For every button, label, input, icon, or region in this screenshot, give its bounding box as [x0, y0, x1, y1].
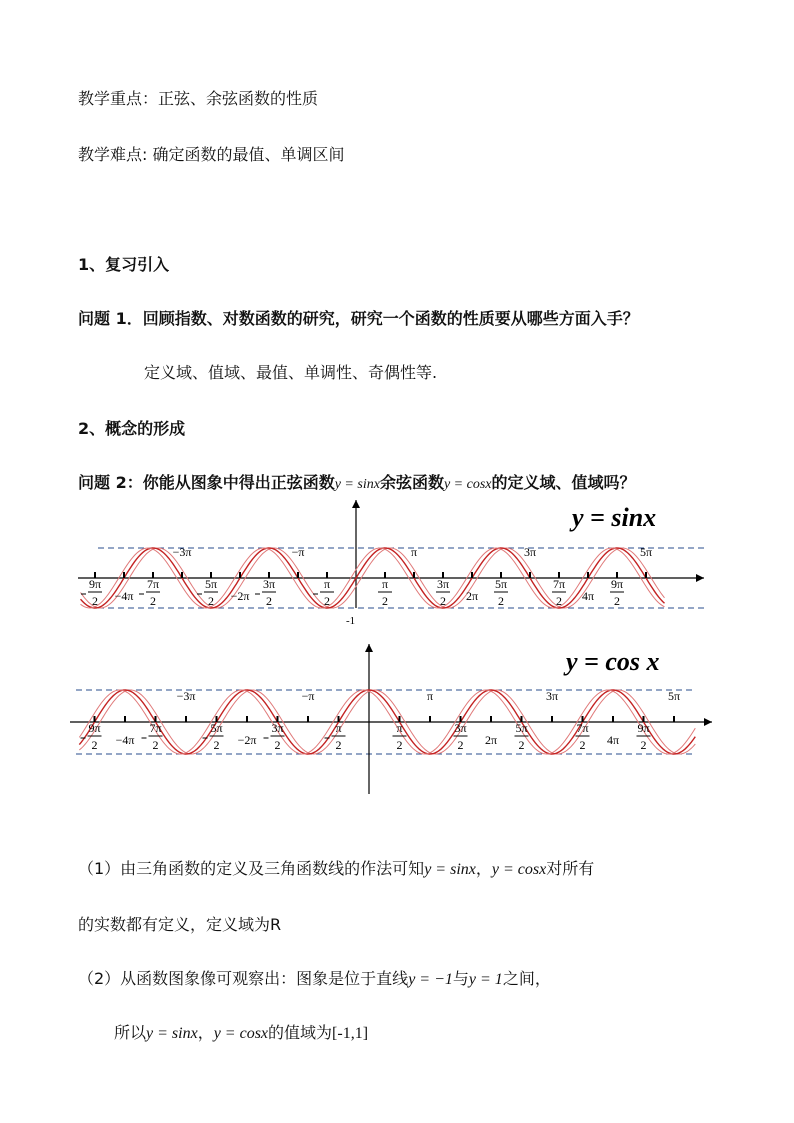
- tick-label-14: [546, 689, 558, 703]
- svg-text:2: 2: [640, 738, 647, 752]
- section-1-heading: 1、复习引入: [78, 255, 170, 274]
- svg-text:−π: −π: [301, 689, 315, 703]
- paragraph-1: [78, 856, 594, 879]
- svg-text:π: π: [323, 577, 331, 591]
- svg-text:2: 2: [396, 738, 403, 752]
- svg-text:2: 2: [556, 594, 562, 608]
- svg-text:3π: 3π: [454, 721, 467, 735]
- svg-text:π: π: [381, 577, 389, 591]
- svg-text:2: 2: [266, 594, 272, 608]
- svg-text:9π: 9π: [88, 721, 101, 735]
- svg-text:2: 2: [324, 594, 330, 608]
- p1-formula-sin: y = sinx: [424, 861, 476, 878]
- svg-text:π: π: [410, 545, 418, 559]
- p1-prefix: （1）由三角函数的定义及三角函数线的作法可知: [78, 859, 425, 878]
- p2-mid: 与: [452, 969, 469, 988]
- tick-label-17: [610, 577, 624, 608]
- tick-label-4: [203, 721, 224, 752]
- difficulty: 教学难点: 确定函数的最值、单调区间: [78, 145, 345, 164]
- tick-label-18: [640, 545, 652, 559]
- svg-text:2: 2: [213, 738, 220, 752]
- tick-label-12: [485, 733, 497, 747]
- svg-text:2: 2: [382, 594, 388, 608]
- p2-prefix: （2）从函数图象像可观察出：图象是位于直线: [78, 969, 409, 988]
- tick-label-14: [524, 545, 536, 559]
- question-1: 问题 1．回顾指数、对数函数的研究，研究一个函数的性质要从哪些方面入手？: [78, 309, 639, 328]
- q2-formula-cos: y = cosx: [443, 477, 492, 492]
- tick-label-17: [637, 721, 651, 752]
- svg-text:7π: 7π: [552, 577, 566, 591]
- tick-label-15: [576, 721, 590, 752]
- svg-text:π: π: [396, 721, 403, 735]
- tick-label-10: [411, 545, 417, 559]
- p3-sep: ，: [197, 1023, 214, 1042]
- svg-text:9π: 9π: [88, 577, 102, 591]
- svg-text:−π: −π: [291, 545, 305, 559]
- tick-label-18: [668, 689, 680, 703]
- tick-label-9: [393, 721, 407, 752]
- key-point: 教学重点：正弦、余弦函数的性质: [78, 89, 319, 108]
- tick-label-9: [378, 577, 392, 608]
- svg-text:5π: 5π: [667, 689, 681, 703]
- sin-graph: [0, 496, 794, 636]
- svg-text:5π: 5π: [210, 721, 223, 735]
- svg-text:5π: 5π: [494, 577, 508, 591]
- q2-mid: 余弦函数: [379, 473, 444, 492]
- tick-label-3: [173, 545, 192, 559]
- tick-label-12: [466, 589, 478, 603]
- svg-text:5π: 5π: [515, 721, 528, 735]
- p1-sep: ，: [475, 859, 492, 878]
- svg-text:7π: 7π: [146, 577, 160, 591]
- chart-title: y = cos x: [566, 647, 660, 676]
- svg-text:3π: 3π: [523, 545, 537, 559]
- tick-label-16: [582, 589, 594, 603]
- svg-text:2: 2: [152, 738, 159, 752]
- svg-text:2π: 2π: [465, 589, 479, 603]
- tick-label-16: [607, 733, 619, 747]
- p3-mid: 的值域为: [268, 1023, 333, 1042]
- svg-text:5π: 5π: [204, 577, 218, 591]
- svg-text:π: π: [335, 721, 342, 735]
- svg-text:2: 2: [335, 738, 342, 752]
- svg-text:2: 2: [274, 738, 281, 752]
- question-2: [78, 470, 636, 493]
- svg-text:9π: 9π: [610, 577, 624, 591]
- paragraph-2: [78, 966, 551, 989]
- svg-text:2: 2: [150, 594, 156, 608]
- svg-text:7π: 7π: [149, 721, 162, 735]
- tick-label-10: [427, 689, 433, 703]
- tick-label-7: [302, 689, 315, 703]
- svg-text:2: 2: [518, 738, 525, 752]
- y-axis-arrow: [352, 500, 360, 508]
- paragraph-3: [114, 1020, 368, 1043]
- tick-label-6: [255, 577, 276, 608]
- svg-text:9π: 9π: [637, 721, 650, 735]
- q2-suffix: 的定义域、值域吗？: [491, 473, 636, 492]
- svg-text:2: 2: [91, 738, 98, 752]
- svg-text:2: 2: [614, 594, 620, 608]
- chart-title: y = sinx: [572, 503, 657, 532]
- svg-text:−4π: −4π: [115, 733, 135, 747]
- tick-label-5: [238, 733, 257, 747]
- svg-text:2: 2: [440, 594, 446, 608]
- svg-text:2: 2: [579, 738, 586, 752]
- svg-text:2: 2: [498, 594, 504, 608]
- svg-text:2: 2: [92, 594, 98, 608]
- svg-text:4π: 4π: [581, 589, 595, 603]
- x-axis-arrow: [696, 574, 704, 582]
- q2-prefix: 问题 2：你能从图象中得出正弦函数: [78, 473, 335, 492]
- p1-formula-cos: y = cosx: [491, 861, 547, 878]
- tick-label-1: [116, 733, 135, 747]
- tick-label-7: [292, 545, 305, 559]
- svg-text:−2π: −2π: [237, 733, 257, 747]
- svg-text:−2π: −2π: [230, 589, 250, 603]
- tick-label-11: [454, 721, 468, 752]
- svg-text:5π: 5π: [639, 545, 653, 559]
- answer-1: 定义域、值域、最值、单调性、奇偶性等.: [144, 363, 438, 382]
- tick-label-13: [515, 721, 529, 752]
- q2-formula-sin: y = sinx: [334, 477, 380, 492]
- tick-label-13: [494, 577, 508, 608]
- svg-text:2π: 2π: [484, 733, 498, 747]
- p2-suffix: 之间，: [502, 969, 551, 988]
- p3-formula-sin: y = sinx: [146, 1025, 198, 1042]
- svg-text:3π: 3π: [545, 689, 559, 703]
- svg-text:π: π: [426, 689, 434, 703]
- p3-range: [-1,1]: [332, 1025, 369, 1042]
- p2-formula-b: y = 1: [468, 971, 503, 988]
- svg-text:7π: 7π: [576, 721, 589, 735]
- svg-text:−3π: −3π: [172, 545, 192, 559]
- p3-prefix: 所以: [114, 1023, 147, 1042]
- p1-suffix: 对所有: [546, 859, 595, 878]
- svg-text:2: 2: [208, 594, 214, 608]
- tick-label-3: [177, 689, 196, 703]
- y-label: -1: [346, 615, 356, 627]
- tick-label-2: [139, 577, 160, 608]
- paragraph-1-cont: 的实数都有定义，定义域为R: [78, 915, 282, 934]
- p3-formula-cos: y = cosx: [213, 1025, 269, 1042]
- y-axis-arrow: [365, 644, 373, 652]
- tick-label-1: [115, 589, 134, 603]
- tick-label-5: [231, 589, 250, 603]
- svg-text:−4π: −4π: [114, 589, 134, 603]
- svg-text:2: 2: [457, 738, 464, 752]
- svg-text:−3π: −3π: [176, 689, 196, 703]
- x-axis-arrow: [704, 718, 712, 726]
- tick-label-0: [81, 721, 102, 752]
- svg-text:3π: 3π: [436, 577, 450, 591]
- p2-formula-a: y = −1: [408, 971, 453, 988]
- svg-text:3π: 3π: [271, 721, 284, 735]
- section-2-heading: 2、概念的形成: [78, 419, 186, 438]
- svg-text:3π: 3π: [262, 577, 276, 591]
- tick-label-2: [142, 721, 163, 752]
- tick-label-6: [264, 721, 285, 752]
- svg-text:4π: 4π: [606, 733, 620, 747]
- cos-graph: [0, 636, 794, 804]
